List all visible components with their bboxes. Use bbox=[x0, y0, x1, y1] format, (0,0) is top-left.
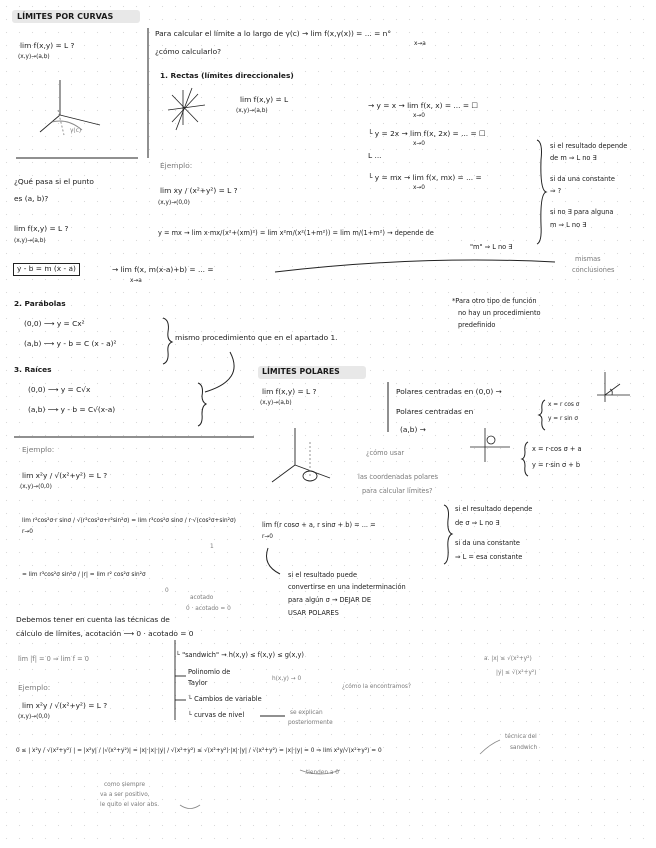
always-positive-2: va a ser positivo, bbox=[100, 792, 150, 798]
tend-zero: tienden a 0 bbox=[306, 770, 339, 776]
other-function-3: predefinido bbox=[458, 321, 496, 329]
indeterminacion-2: convertirse en una indeterminación bbox=[288, 583, 406, 591]
brace-parabolas bbox=[163, 318, 172, 364]
sub-x0-1: x→0 bbox=[413, 113, 425, 119]
polar-y-1: y = r sin σ bbox=[548, 416, 579, 422]
polar-title: LÍMITES POLARES bbox=[262, 367, 340, 376]
polar-limit-sub: (x,y)→(a,b) bbox=[260, 400, 292, 406]
other-function-1: *Para otro tipo de función bbox=[452, 297, 537, 305]
abs-limit: lim |f| = 0 ⇒ lim f = 0 bbox=[18, 655, 89, 663]
example-2-limit: lim x²y / √(x²+y²) = L ? bbox=[22, 471, 108, 480]
other-function-2: no hay un procedimiento bbox=[458, 309, 541, 317]
intro-sub: x→a bbox=[414, 41, 426, 47]
page-title: LÍMITES POR CURVAS bbox=[17, 12, 114, 21]
taylor-2: Taylor bbox=[188, 679, 208, 687]
axes-3d-sketch bbox=[40, 80, 100, 135]
always-positive-1: como siempre bbox=[104, 782, 146, 788]
same-conclusions-2: conclusiones bbox=[572, 266, 615, 274]
always-positive-3: le quito el valor abs. bbox=[100, 802, 160, 808]
techniques-2: cálculo de límites, acotación ⟶ 0 · acotado = 0 bbox=[16, 629, 194, 638]
rectas-title: 1. Rectas (límites direccionales) bbox=[160, 71, 294, 80]
explained-1: se explican bbox=[290, 710, 323, 716]
axes-3d-sketch-2 bbox=[272, 428, 330, 482]
polar-center-ab-2: (a,b) → bbox=[400, 425, 426, 434]
def-limit-sub: (x,y)→(a,b) bbox=[18, 54, 50, 60]
line-ellipsis: L ... bbox=[368, 151, 382, 160]
polar-question-3: para calcular límites? bbox=[362, 487, 433, 495]
h-to-zero: h(x,y) → 0 bbox=[272, 676, 302, 682]
polar-result-2: de σ ⇒ L no ∃ bbox=[455, 519, 500, 527]
polar-center-ab: Polares centradas en bbox=[396, 407, 474, 416]
techniques-1: Debemos tener en cuenta las técnicas de bbox=[16, 615, 170, 624]
brace-raices bbox=[198, 383, 206, 426]
result-4: ⇒ ? bbox=[550, 187, 562, 195]
level-curves: └ curvas de nivel bbox=[188, 711, 245, 719]
parabolas-title: 2. Parábolas bbox=[14, 299, 66, 308]
polar-question-2: las coordenadas polares bbox=[358, 473, 439, 481]
sandwich: └ "sandwich" → h(x,y) ≤ f(x,y) ≤ g(x,y) bbox=[176, 651, 304, 659]
polar-x-1: x = r cos σ bbox=[548, 402, 580, 408]
rectas-limit: lim f(x,y) = L bbox=[240, 95, 289, 104]
example-3-limit: lim x²y / √(x²+y²) = L ? bbox=[22, 701, 108, 710]
question-point: ¿Qué pasa si el punto bbox=[14, 177, 94, 186]
same-conclusions-1: mismas bbox=[575, 255, 601, 263]
limit-2-sub: (x,y)→(a,b) bbox=[14, 238, 46, 244]
rectas-sub: (x,y)→(a,b) bbox=[236, 108, 268, 114]
example-2-sub: (x,y)→(0,0) bbox=[20, 484, 52, 490]
how-find: ¿cómo la encontramos? bbox=[342, 684, 411, 690]
polar-result-4: ⇒ L = esa constante bbox=[455, 553, 523, 561]
arrow-line-curve bbox=[275, 260, 555, 272]
indeterminacion-1: si el resultado puede bbox=[288, 571, 358, 579]
parabola-1: (0,0) ⟶ y = Cx² bbox=[24, 319, 85, 328]
intro-text: Para calcular el límite a lo largo de γ(c) → lim f(x,γ(x)) = ... = n° bbox=[155, 29, 392, 38]
polar-y-2: y = r·sin σ + b bbox=[532, 461, 581, 469]
def-limit: lim f(x,y) = L ? bbox=[20, 41, 75, 50]
underbrace-always-positive bbox=[180, 805, 200, 809]
result-3: si da una constante bbox=[550, 175, 615, 183]
example-depends: "m" ⇒ L no ∃ bbox=[470, 243, 513, 251]
sandwich-tech-1: técnica del bbox=[505, 734, 537, 740]
taylor-1: Polinomio de bbox=[188, 668, 231, 676]
polar-limit: lim f(x,y) = L ? bbox=[262, 387, 317, 396]
line-y-x: → y = x → lim f(x, x) = ... = ☐ bbox=[368, 101, 478, 110]
line-limit: → lim f(x, m(x-a)+b) = ... = bbox=[112, 265, 214, 274]
root-1: (0,0) ⟶ y = C√x bbox=[28, 385, 91, 394]
arrow-raices bbox=[205, 352, 234, 392]
result-5: si no ∃ para alguna bbox=[550, 208, 614, 216]
acotado-1: acotado bbox=[190, 595, 214, 601]
line-limit-sub: x→a bbox=[130, 278, 142, 284]
brace-polar-1 bbox=[539, 400, 545, 430]
parabola-2: (a,b) ⟶ y - b = C (x - a)² bbox=[24, 339, 117, 348]
sandwich-tech-2: sandwich bbox=[510, 745, 538, 751]
sub-x0-3: x→0 bbox=[413, 185, 425, 191]
example-sub: (x,y)→(0,0) bbox=[158, 200, 190, 206]
explained-2: posteriormente bbox=[288, 720, 333, 726]
example-3-label: Ejemplo: bbox=[18, 683, 51, 692]
sub-x0-2: x→0 bbox=[413, 141, 425, 147]
final-inequality: 0 ≤ | x²y / √(x²+y²) | = |x²y| / |√(x²+y²)| = |x|·|x|·|y| / √(x²+y²) ≤ √(x²+y²)·|x|·|y| / √(x²+y²) = |x|·|y| = 0 ⇒ lim x²y/√(x²+y²) = 0 bbox=[16, 748, 382, 754]
arrow-indeterminacion bbox=[267, 548, 281, 574]
indeterminacion-4: USAR POLARES bbox=[288, 609, 339, 617]
gamma-label: γ(c) bbox=[70, 128, 82, 134]
acotado-2: 0 · acotado = 0 bbox=[186, 606, 231, 612]
limit-2: lim f(x,y) = L ? bbox=[14, 224, 69, 233]
arrow-sandwich bbox=[480, 740, 500, 754]
example-3-sub: (x,y)→(0,0) bbox=[18, 714, 50, 720]
line-equation: y - b = m (x - a) bbox=[13, 263, 80, 276]
brace-rectas bbox=[537, 140, 546, 244]
example-2-row1-sub: r→0 bbox=[22, 529, 33, 535]
directional-lines-sketch bbox=[168, 88, 205, 130]
line-y-mx: └ y = mx → lim f(x, mx) = ... = bbox=[368, 173, 482, 182]
example-label: Ejemplo: bbox=[160, 161, 193, 170]
result-1: si el resultado depende bbox=[550, 142, 628, 150]
inequality-2: |y| ≤ √(x²+y²) bbox=[496, 670, 537, 676]
how-question: ¿cómo calcularlo? bbox=[155, 47, 222, 56]
result-2: de m ⇒ L no ∃ bbox=[550, 154, 597, 162]
example-2-general-sub: r→0 bbox=[262, 534, 273, 540]
example-2-label: Ejemplo: bbox=[22, 445, 55, 454]
change-variable: └ Cambios de variable bbox=[188, 695, 262, 703]
polar-center-origin: Polares centradas en (0,0) → bbox=[396, 387, 502, 396]
roots-title: 3. Raíces bbox=[14, 365, 52, 374]
same-procedure: mismo procedimiento que en el apartado 1. bbox=[175, 333, 338, 342]
example-2-row2: = lim r³cos²σ sin²σ / |r| = lim r² cos²σ sin²σ bbox=[22, 572, 146, 578]
example-2-zero: 0 bbox=[165, 588, 169, 594]
example-calc: y = mx → lim x·mx/(x²+(xm)²) = lim x²m/(x²(1+m²)) = lim m/(1+m²) → depende de bbox=[158, 229, 434, 237]
polar-result-1: si el resultado depende bbox=[455, 505, 533, 513]
inequality-1: a. |x| ≤ √(x²+y²) bbox=[484, 656, 532, 662]
example-2-one: 1 bbox=[210, 544, 214, 550]
brace-polar-2 bbox=[522, 442, 528, 476]
polar-x-2: x = r·cos σ + a bbox=[532, 445, 582, 453]
polar-result-3: si da una constante bbox=[455, 539, 520, 547]
indeterminacion-3: para algún σ → DEJAR DE bbox=[288, 596, 371, 604]
brace-polar-results bbox=[444, 505, 452, 564]
example-limit: lim xy / (x²+y²) = L ? bbox=[160, 186, 238, 195]
example-2-row1: lim r²cos²σ·r sinσ / √(r²cos²σ+r²sin²σ) = lim r³cos²σ sinσ / r·√(cos²σ+sin²σ) bbox=[22, 518, 236, 524]
root-2: (a,b) ⟶ y - b = C√(x-a) bbox=[28, 405, 116, 414]
example-2-general: lim f(r cosσ + a, r sinσ + b) = ... = bbox=[262, 521, 376, 529]
result-6: m ⇒ L no ∃ bbox=[550, 221, 587, 229]
polar-question-1: ¿cómo usar bbox=[366, 449, 405, 457]
question-point-2: es (a, b)? bbox=[14, 194, 49, 203]
line-y-2x: └ y = 2x → lim f(x, 2x) = ... = ☐ bbox=[368, 129, 486, 138]
